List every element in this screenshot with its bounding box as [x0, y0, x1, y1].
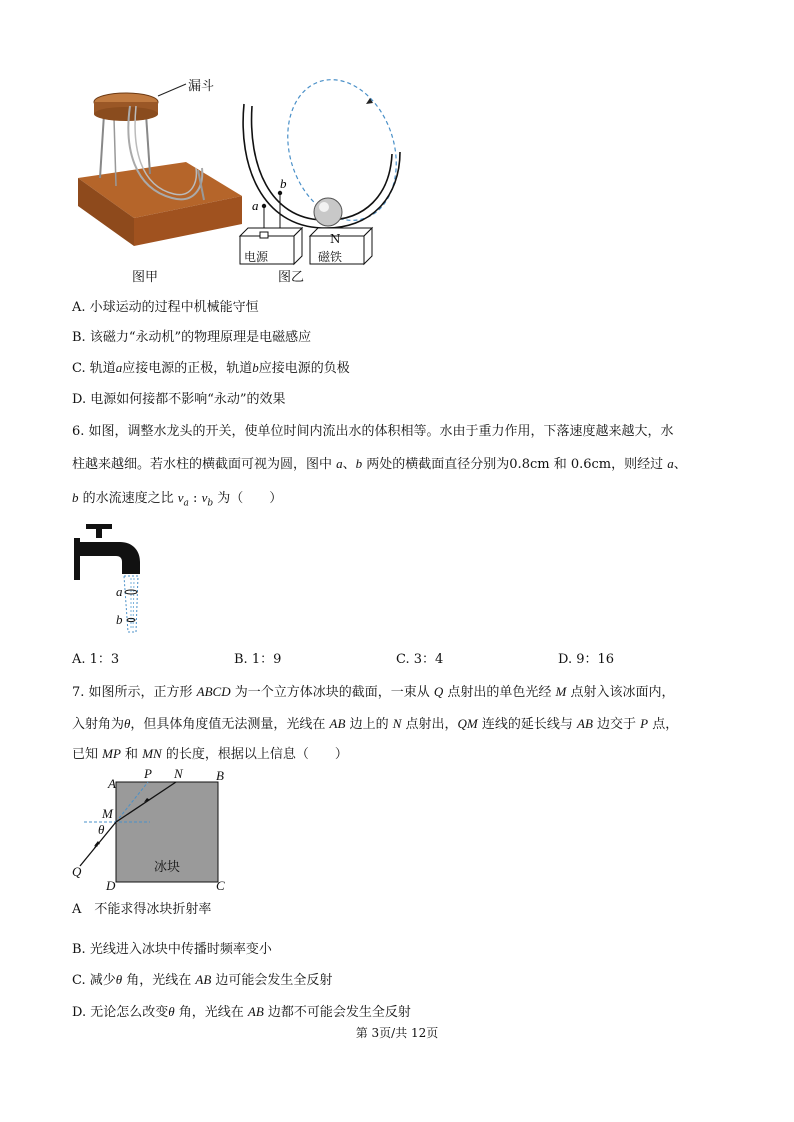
q5-option-b: B. 该磁力“永动机”的物理原理是电磁感应 — [72, 330, 312, 345]
q7-option-d: D. 无论怎么改变θ 角，光线在 AB 边都不可能会发生全反射 — [72, 1004, 411, 1020]
track-diagram — [232, 76, 412, 268]
magnet-pole-label: N — [330, 232, 341, 246]
caption-yi: 图乙 — [278, 270, 305, 285]
q7-stem-line3: 已知 MP 和 MN 的长度，根据以上信息（ ） — [72, 746, 348, 762]
figure-yi — [232, 76, 412, 268]
q6-option-a: A. 1：3 — [72, 652, 120, 667]
q6-option-c: C. 3：4 — [396, 652, 444, 667]
ice-block-figure — [68, 766, 238, 894]
power-supply-label: 电源 — [244, 250, 269, 264]
q6-option-b: B. 1：9 — [234, 652, 282, 667]
q7-stem-line2: 入射角为θ，但具体角度值无法测量，光线在 AB 边上的 N 点射出，QM 连线的延长线与 AB 边交于 P 点， — [72, 716, 679, 732]
faucet-label-b: b — [116, 612, 123, 627]
q5-option-c: C. 轨道a应接电源的正极，轨道b应接电源的负极 — [72, 360, 350, 376]
q6-stem-line2: 柱越来越细。若水柱的横截面可视为圆，图中 a、b 两处的横截面直径分别为0.8cm 和 0.6cm，则经过 a、 — [72, 456, 687, 472]
ice-block-diagram — [68, 766, 238, 894]
caption-jia: 图甲 — [132, 270, 159, 285]
rail-b-label: b — [280, 176, 287, 191]
q6-option-d: D. 9：16 — [558, 652, 615, 667]
point-p: P — [144, 766, 152, 781]
point-n: N — [174, 766, 183, 781]
faucet-label-a: a — [116, 584, 123, 599]
ice-block-label: 冰块 — [154, 860, 181, 875]
q7-option-b: B. 光线进入冰块中传播时频率变小 — [72, 942, 272, 957]
q7-option-c: C. 减少θ 角，光线在 AB 边可能会发生全反射 — [72, 972, 333, 988]
q6-stem-line1: 6. 如图，调整水龙头的开关，使单位时间内流出水的体积相等。水由于重力作用，下落速度越来越大，水 — [72, 424, 674, 439]
vertex-c: C — [216, 878, 225, 893]
page-footer: 第 3页/共 12页 — [355, 1026, 439, 1040]
faucet-figure — [72, 520, 152, 640]
vertex-a: A — [108, 776, 116, 791]
q7-option-a: A 不能求得冰块折射率 — [72, 902, 212, 917]
q5-option-d: D. 电源如何接都不影响“永动”的效果 — [72, 392, 286, 407]
funnel-label: 漏斗 — [188, 79, 215, 94]
angle-theta: θ — [98, 822, 105, 837]
vertex-d: D — [106, 878, 116, 893]
point-q: Q — [72, 864, 82, 879]
q6-stem-line3: b 的水流速度之比 $v_a$ : $v_b$ 为（ ） — [72, 490, 283, 509]
q7-stem-line1: 7. 如图所示，正方形 ABCD 为一个立方体冰块的截面，一束从 Q 点射出的单色光经 M 点射入该冰面内， — [72, 684, 675, 700]
vertex-b: B — [216, 768, 224, 783]
figure-jia — [74, 78, 244, 258]
q5-option-a: A. 小球运动的过程中机械能守恒 — [72, 300, 259, 315]
point-m: M — [102, 806, 113, 821]
funnel-device-photo — [74, 78, 244, 258]
rail-a-label: a — [252, 198, 259, 213]
faucet-icon — [72, 520, 152, 640]
magnet-label: 磁铁 — [318, 250, 343, 264]
